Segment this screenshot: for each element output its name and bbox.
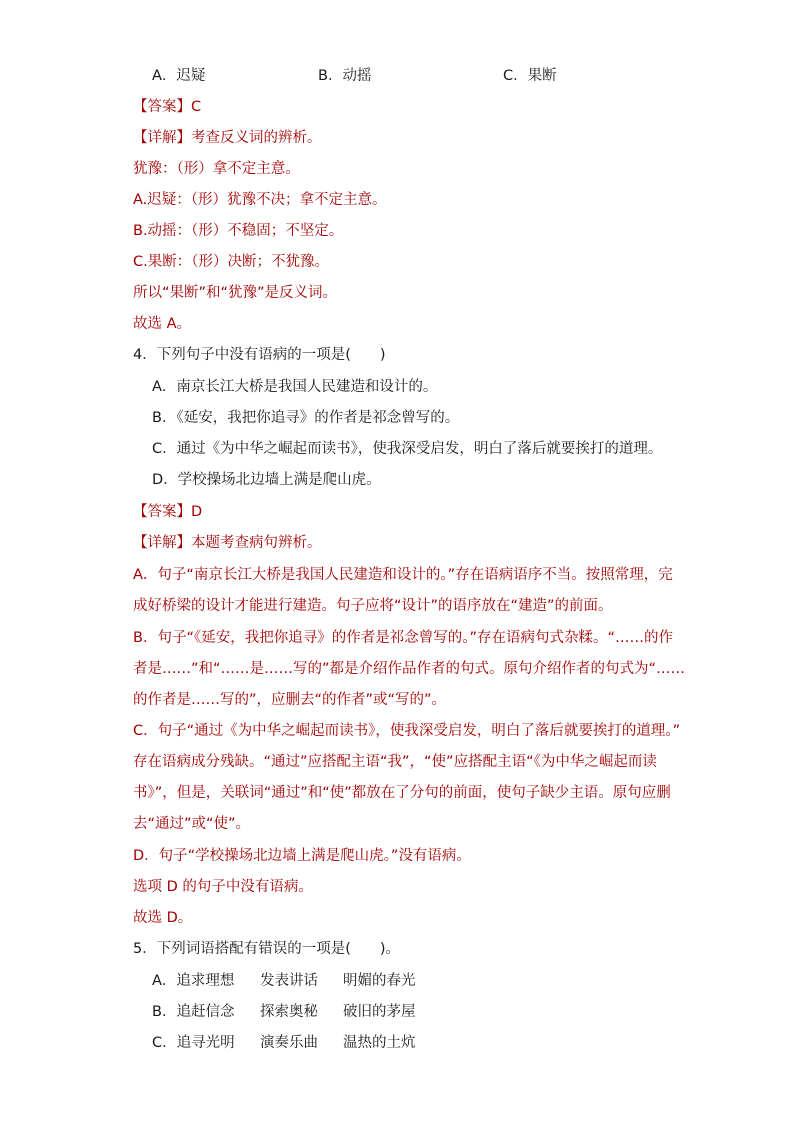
q4-closing-line: 故选 D。: [133, 910, 193, 926]
q5-option-c-word-1: C．追寻光明: [152, 1035, 235, 1051]
q3-option-a: A．迟疑: [152, 68, 206, 84]
q4-detail-line: 的作者是……写的”，应删去“的作者”或“写的”。: [133, 692, 447, 708]
answer-value: D: [191, 504, 203, 520]
answer-value: C: [191, 99, 202, 115]
q5-option-a-word-2: 发表讲话: [260, 973, 318, 989]
q5-option-c-word-3: 温热的土炕: [343, 1035, 416, 1051]
q3-detail: [133, 128, 322, 148]
q4-detail-line: A．句子“南京长江大桥是我国人民建造和设计的。”存在语病语序不当。按照常理，完: [133, 567, 673, 583]
detail-text: 考查反义词的辨析。: [191, 130, 322, 146]
detail-tag: 【详解】: [133, 130, 191, 146]
answer-tag: 【答案】: [133, 504, 191, 520]
q4-option-a: A．南京长江大桥是我国人民建造和设计的。: [152, 379, 438, 395]
q4-detail-line: 成好桥梁的设计才能进行建造。句子应将“设计”的语序放在“建造”的前面。: [133, 598, 613, 614]
answer-tag: 【答案】: [133, 99, 191, 115]
q4-detail-line: 去“通过”或“使”。: [133, 816, 251, 832]
q4-answer: [133, 502, 202, 522]
q3-answer: [133, 97, 201, 117]
q4-detail-line: 书》”，但是，关联词“通过”和“使”都放在了分句的前面，使句子缺少主语。原句应删: [133, 785, 671, 801]
q3-detail-line: 故选 A。: [133, 316, 192, 332]
q4-detail: [133, 533, 322, 553]
q4-closing-line: 选项 D 的句子中没有语病。: [133, 879, 313, 895]
q4-detail-line: C．句子“通过《为中华之崛起而读书》，使我深受启发，明白了落后就要挨打的道理。”: [133, 723, 681, 739]
q3-detail-line: B.动摇：（形）不稳固；不坚定。: [133, 223, 344, 239]
q3-option-b: B．动摇: [318, 68, 372, 84]
q5-option-b-word-2: 探索奥秘: [260, 1004, 318, 1020]
q3-option-c: C．果断: [503, 68, 557, 84]
q4-detail-line: 者是……”和“……是……写的”都是介绍作品作者的句式。原句介绍作者的句式为“……: [133, 661, 686, 677]
q3-detail-line: 犹豫：（形）拿不定主意。: [133, 161, 300, 177]
q5-option-b-word-1: B．追赶信念: [152, 1004, 235, 1020]
q4-option-b: B．《延安，我把你追寻》的作者是祁念曾写的。: [152, 410, 460, 426]
q3-detail-line: 所以“果断”和“犹豫”是反义词。: [133, 285, 338, 301]
q3-detail-line: C.果断：（形）决断；不犹豫。: [133, 254, 329, 270]
q4-option-d: D．学校操场北边墙上满是爬山虎。: [152, 472, 381, 488]
q5-option-b-word-3: 破旧的茅屋: [343, 1004, 416, 1020]
q5-option-c-word-2: 演奏乐曲: [260, 1035, 318, 1051]
q3-detail-line: A.迟疑：（形）犹豫不决；拿不定主意。: [133, 192, 387, 208]
q5-option-a-word-3: 明媚的春光: [343, 973, 416, 989]
q4-detail-line: 存在语病成分残缺。“通过”应搭配主语“我”，“使”应搭配主语“《为中华之崛起而读: [133, 754, 657, 770]
detail-text: 本题考查病句辨析。: [191, 535, 322, 551]
detail-tag: 【详解】: [133, 535, 191, 551]
q4-detail-line: D．句子“学校操场北边墙上满是爬山虎。”没有语病。: [133, 848, 471, 864]
q5-stem: 5．下列词语搭配有错误的一项是( )。: [133, 941, 401, 957]
q5-option-a-word-1: A．追求理想: [152, 973, 235, 989]
q4-option-c: C．通过《为中华之崛起而读书》，使我深受启发，明白了落后就要挨打的道理。: [152, 441, 663, 457]
q4-detail-line: B．句子“《延安，我把你追寻》的作者是祁念曾写的。”存在语病句式杂糅。“……的作: [133, 630, 673, 646]
q4-stem: 4．下列句子中没有语病的一项是( ): [133, 347, 386, 363]
